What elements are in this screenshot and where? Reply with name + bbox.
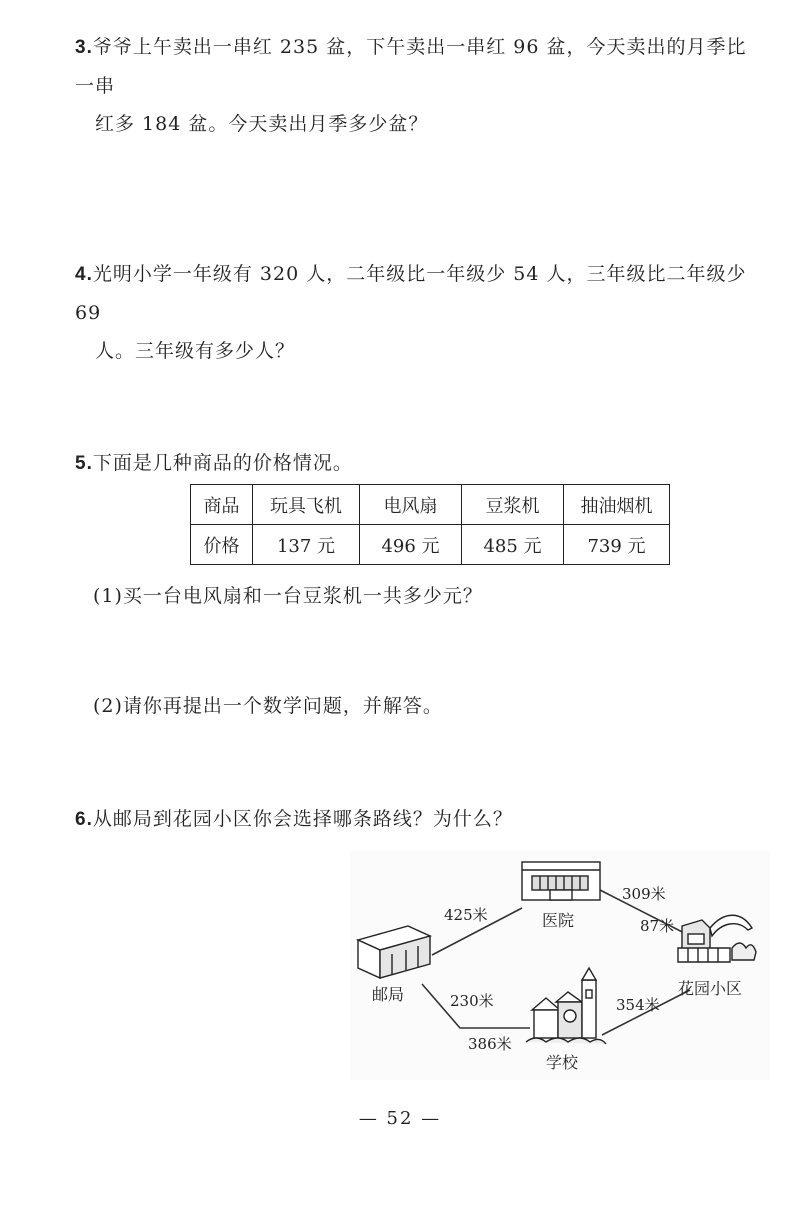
place-label-garden: 花园小区: [678, 979, 743, 998]
hospital-icon: [522, 862, 600, 900]
route-map-drawing: [350, 850, 770, 1080]
table-cell: 玩具飞机: [253, 485, 360, 525]
question-text-line2: 人。三年级有多少人？: [95, 340, 296, 362]
table-cell: 商品: [191, 485, 253, 525]
question-text-line1: 爷爷上午卖出一串红 235 盆，下午卖出一串红 96 盆，今天卖出的月季比一串: [75, 36, 747, 97]
table-cell: 739 元: [564, 525, 670, 565]
school-icon: [526, 968, 606, 1044]
question-text: 从邮局到花园小区你会选择哪条路线？为什么？: [92, 808, 513, 830]
place-label-hospital: 医院: [542, 911, 575, 930]
route-map: [350, 850, 770, 1080]
question-intro: 下面是几种商品的价格情况。: [92, 452, 353, 474]
table-cell: 137 元: [253, 525, 360, 565]
question-5: [75, 444, 765, 483]
question-text-line1: 光明小学一年级有 320 人，二年级比一年级少 54 人，三年级比二年级少 69: [75, 263, 747, 324]
question-3: [75, 28, 765, 143]
question-number: 3.: [75, 37, 93, 58]
table-cell: 抽油烟机: [564, 485, 670, 525]
garden-community-icon: [678, 915, 756, 962]
question-number: 5.: [75, 453, 93, 474]
table-cell: 豆浆机: [462, 485, 564, 525]
distance-hospital-garden-2: 87米: [640, 917, 675, 935]
question-number: 6.: [75, 809, 93, 830]
distance-post-school-2: 386米: [468, 1035, 512, 1053]
table-cell: 价格: [191, 525, 253, 565]
page-number: — 52 —: [358, 1108, 442, 1129]
table-cell: 电风扇: [360, 485, 462, 525]
distance-post-school-1: 230米: [450, 992, 494, 1010]
question-6: [75, 800, 765, 839]
table-header-row: [191, 485, 670, 525]
distance-school-garden: 354米: [616, 996, 660, 1014]
place-label-post-office: 邮局: [372, 985, 405, 1004]
table-cell: 496 元: [360, 525, 462, 565]
place-label-school: 学校: [546, 1053, 579, 1072]
sub-question-2: (2)请你再提出一个数学问题，并解答。: [93, 695, 443, 717]
price-table: [190, 484, 670, 565]
distance-post-hospital: 425米: [444, 906, 488, 924]
table-cell: 485 元: [462, 525, 564, 565]
question-4: [75, 255, 765, 370]
question-number: 4.: [75, 264, 93, 285]
distance-hospital-garden-1: 309米: [622, 885, 666, 903]
post-office-icon: [358, 926, 430, 978]
sub-question-1: (1)买一台电风扇和一台豆浆机一共多少元？: [93, 585, 483, 607]
table-row: [191, 525, 670, 565]
question-text-line2: 红多 184 盆。今天卖出月季多少盆？: [95, 113, 429, 135]
